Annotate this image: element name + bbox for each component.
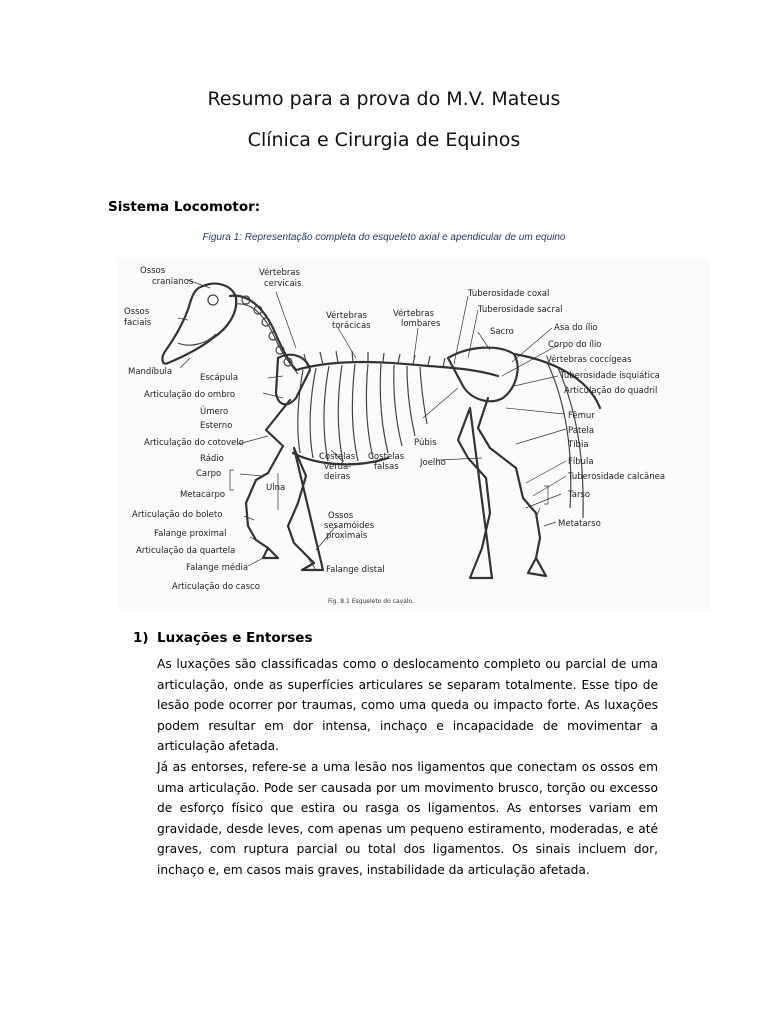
label-vertebras-coccigeas: Vértebras coccígeas — [546, 355, 632, 365]
label-femur: Fêmur — [568, 411, 595, 421]
label-vertebras-lombares-2: lombares — [401, 319, 441, 329]
paragraph-luxacoes: As luxações são classificadas como o deslocamento completo ou parcial de uma articulação, onde as superfícies articulares se separam totalmente. Esse tipo de lesão pode ocorrer por traumas, como uma queda ou impacto forte. As luxações podem resultar em dor intensa, inchaço e incapacidade de movimentar a articulação afetada. — [157, 657, 658, 754]
label-articulacao-boleto: Articulação do boleto — [132, 510, 223, 520]
label-falange-distal: Falange distal — [326, 565, 385, 575]
label-metacarpo: Metacarpo — [180, 490, 226, 500]
figure-labels — [124, 266, 665, 605]
label-tuberosidade-calcanea: Tuberosidade calcânea — [568, 472, 666, 482]
label-umero: Úmero — [200, 407, 229, 417]
label-sacro: Sacro — [490, 327, 514, 337]
label-ossos-faciais-2: faciais — [124, 318, 152, 328]
label-tuberosidade-sacral: Tuberosidade sacral — [478, 305, 563, 315]
label-asa-ilio: Asa do ílio — [554, 323, 598, 333]
topic-title: Luxações e Entorses — [157, 630, 313, 646]
figure-source-note: Fig. 8.1 Esqueleto do cavalo. — [328, 598, 414, 605]
label-ossos-faciais-1: Ossos — [124, 307, 150, 317]
label-ossos-cranianos-1: Ossos — [140, 266, 166, 276]
label-articulacao-quartela: Articulação da quartela — [136, 546, 236, 556]
label-costelas-verdadeiras-2: verda- — [324, 462, 352, 472]
label-falange-media: Falange média — [186, 563, 249, 573]
label-joelho: Joelho — [420, 458, 446, 468]
horse-skeleton-diagram — [118, 258, 710, 610]
label-vertebras-toracicas-2: torácicas — [332, 321, 371, 331]
paragraph-entorses: Já as entorses, refere-se a uma lesão nos ligamentos que conectam os ossos em uma articulação. Pode ser causada por um movimento brusco, torção ou excesso de esforço físico que estira ou rasga os ligamentos. As entorses variam em gravidade, desde leves, com apenas um pequeno estiramento, moderadas, e até graves, com ruptura parcial ou total dos ligamentos. Os sinais incluem dor, inchaço e, em casos mais graves, instabilidade da articulação afetada. — [157, 759, 658, 877]
label-ossos-sesamoides-1: Ossos — [328, 511, 354, 521]
label-articulacao-ombro: Articulação do ombro — [144, 390, 236, 400]
document-title: Resumo para a prova do M.V. Mateus — [207, 88, 561, 110]
label-tibia: Tíbia — [568, 440, 589, 450]
label-radio: Rádio — [200, 454, 224, 464]
label-vertebras-cervicais-2: cervicais — [264, 279, 302, 289]
label-costelas-verdadeiras-3: deiras — [324, 472, 351, 482]
section-heading: Sistema Locomotor: — [108, 199, 261, 215]
label-mandibula: Mandíbula — [128, 367, 173, 377]
topic-body — [157, 654, 658, 881]
label-articulacao-cotovelo: Articulação do cotovelo — [144, 438, 244, 448]
label-patela: Patela — [568, 426, 595, 436]
label-pubis: Púbis — [414, 438, 437, 448]
label-falange-proximal: Falange proximal — [154, 529, 227, 539]
label-corpo-ilio: Corpo do ílio — [548, 340, 602, 350]
label-vertebras-cervicais-1: Vértebras — [259, 268, 300, 278]
document-subtitle: Clínica e Cirurgia de Equinos — [247, 129, 521, 151]
label-costelas-falsas-1: Costelas — [368, 452, 405, 462]
label-costelas-verdadeiras-1: Costelas — [319, 452, 356, 462]
horse-skeleton-figure — [118, 258, 710, 610]
label-carpo: Carpo — [196, 469, 222, 479]
label-vertebras-toracicas-1: Vértebras — [326, 311, 367, 321]
label-ossos-cranianos-2: cranianos — [152, 277, 194, 287]
label-articulacao-quadril: Articulação do quadril — [564, 386, 658, 396]
label-ossos-sesamoides-3: proximais — [326, 531, 368, 541]
label-tuberosidade-isquiatica: Tuberosidade isquiática — [560, 371, 660, 381]
label-articulacao-casco: Articulação do casco — [172, 582, 260, 592]
label-metatarso: Metatarso — [558, 519, 601, 529]
label-tarso: Tarso — [568, 490, 591, 500]
label-fibula: Fíbula — [568, 457, 594, 467]
label-costelas-falsas-2: falsas — [374, 462, 399, 472]
label-ulna: Ulna — [266, 483, 286, 493]
figure-caption: Figura 1: Representação completa do esqueleto axial e apendicular de um equino — [202, 232, 566, 243]
topic-number: 1) — [133, 630, 149, 646]
topic-heading — [133, 630, 313, 646]
label-escapula: Escápula — [200, 373, 239, 383]
label-vertebras-lombares-1: Vértebras — [393, 309, 434, 319]
label-esterno: Esterno — [200, 421, 233, 431]
label-ossos-sesamoides-2: sesamóides — [324, 521, 375, 531]
label-tuberosidade-coxal: Tuberosidade coxal — [468, 289, 550, 299]
